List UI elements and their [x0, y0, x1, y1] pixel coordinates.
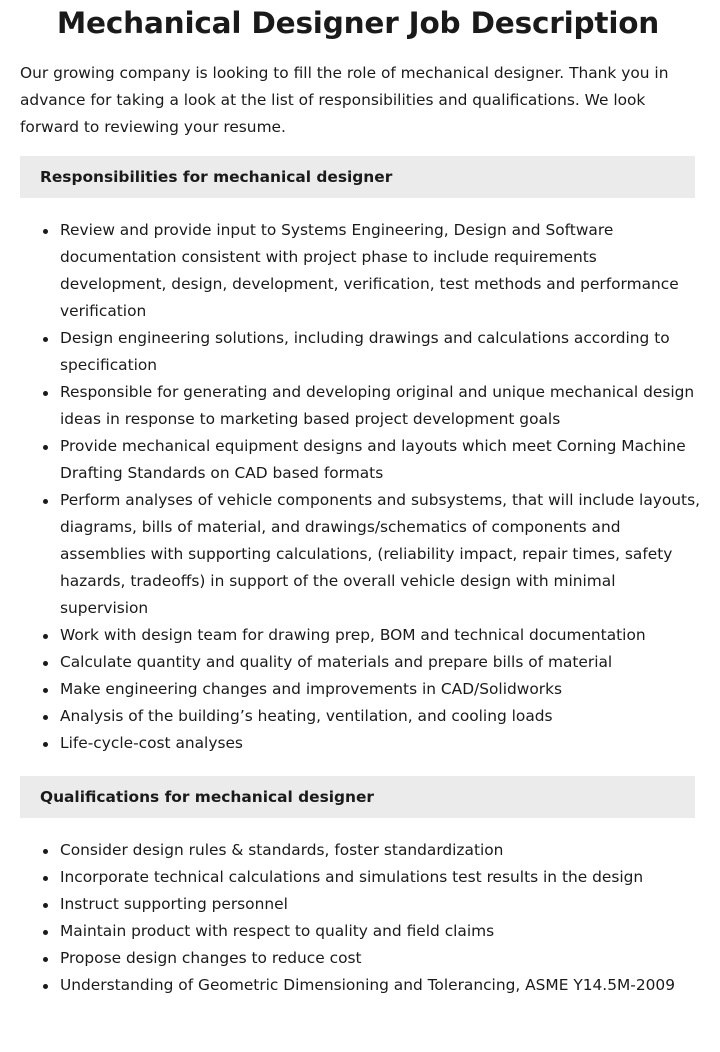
qualification-item: Incorporate technical calculations and simulations test results in the design: [60, 864, 700, 891]
qualifications-list: [0, 837, 700, 999]
qualifications-heading: Qualifications for mechanical designer: [20, 776, 695, 818]
qualification-item: Propose design changes to reduce cost: [60, 945, 700, 972]
responsibilities-heading: Responsibilities for mechanical designer: [20, 156, 695, 198]
page-title: Mechanical Designer Job Description: [56, 6, 660, 40]
responsibility-item: Provide mechanical equipment designs and layouts which meet Corning Machine Drafting Standards on CAD based formats: [60, 433, 700, 487]
responsibility-item: Review and provide input to Systems Engineering, Design and Software documentation consistent with project phase to include requirements development, design, development, verification, test methods and performance verification: [60, 217, 700, 325]
qualification-item: Instruct supporting personnel: [60, 891, 700, 918]
responsibility-item: Make engineering changes and improvements in CAD/Solidworks: [60, 676, 700, 703]
responsibility-item: Responsible for generating and developing original and unique mechanical design ideas in response to marketing based project development goals: [60, 379, 700, 433]
responsibilities-list: [0, 217, 700, 757]
responsibility-item: Perform analyses of vehicle components and subsystems, that will include layouts, diagrams, bills of material, and drawings/schematics of components and assemblies with supporting calculations, (reliability impact, repair times, safety hazards, tradeoffs) in support of the overall vehicle design with minimal supervision: [60, 487, 700, 622]
qualification-item: Understanding of Geometric Dimensioning and Tolerancing, ASME Y14.5M-2009: [60, 972, 700, 999]
qualification-item: Maintain product with respect to quality and field claims: [60, 918, 700, 945]
responsibility-item: Calculate quantity and quality of materials and prepare bills of material: [60, 649, 700, 676]
responsibility-item: Design engineering solutions, including drawings and calculations according to specification: [60, 325, 700, 379]
responsibility-item: Analysis of the building’s heating, ventilation, and cooling loads: [60, 703, 700, 730]
intro-paragraph: Our growing company is looking to fill the role of mechanical designer. Thank you in advance for taking a look at the list of responsibilities and qualifications. We look forward to reviewing your resume.: [20, 64, 669, 136]
responsibility-item: Life-cycle-cost analyses: [60, 730, 700, 757]
qualification-item: Consider design rules & standards, foster standardization: [60, 837, 700, 864]
responsibility-item: Work with design team for drawing prep, BOM and technical documentation: [60, 622, 700, 649]
